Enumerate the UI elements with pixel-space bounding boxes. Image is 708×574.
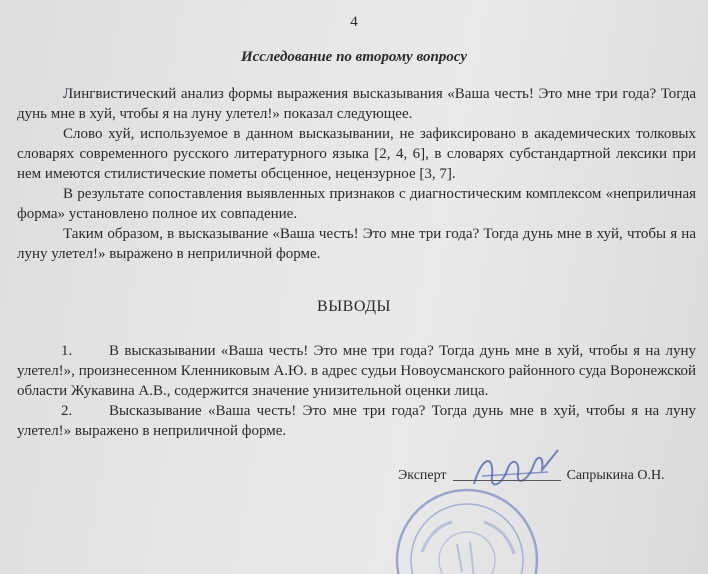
conclusion-number: 1. <box>61 343 73 359</box>
paragraph: Лингвистический анализ формы выражения высказывания «Ваша честь! Это мне три года? Тогда дунь мне в хуй, чтобы я на луну улетел!» показал следующее. <box>17 86 696 122</box>
conclusion-text: В высказывании «Ваша честь! Это мне три года? Тогда дунь мне в хуй, чтобы я на луну улетел!», произнесенном Кленниковым А.Ю. в адрес судьи Новоусманского районного суда Воронежской области Жукавина А.В., содержится значение унизительной оценки лица. <box>17 343 696 399</box>
page-number: 4 <box>350 14 358 30</box>
conclusions-title: ВЫВОДЫ <box>317 298 391 315</box>
conclusion-item <box>17 401 696 441</box>
section-heading: Исследование по второму вопросу <box>240 49 468 65</box>
signature-line <box>453 480 561 481</box>
paragraph: В результате сопоставления выявленных признаков с диагностическим комплексом «неприличная форма» установлено полное их совпадение. <box>17 186 696 222</box>
conclusion-item <box>17 341 696 401</box>
analysis-body <box>17 84 696 264</box>
signature-name: Сапрыкина О.Н. <box>566 468 665 483</box>
paragraph: Таким образом, в высказывание «Ваша честь! Это мне три года? Тогда дунь мне в хуй, чтобы я на луну улетел!» выражено в неприличной форме. <box>17 226 696 262</box>
paragraph: Слово хуй, используемое в данном высказывании, не зафиксировано в академических толковых словарях современного русского литературного языка [2, 4, 6], в словарях субстандартной лексики при нем имеются стилистические пометы обсценное, нецензурное [3, 7]. <box>17 126 696 182</box>
conclusion-number: 2. <box>61 403 73 419</box>
signature-block <box>398 468 694 484</box>
conclusion-text: Высказывание «Ваша честь! Это мне три года? Тогда дунь мне в хуй, чтобы я на луну улетел!» выражено в неприличной форме. <box>17 403 696 439</box>
conclusions-list <box>17 341 696 441</box>
signature-role: Эксперт <box>398 468 447 483</box>
